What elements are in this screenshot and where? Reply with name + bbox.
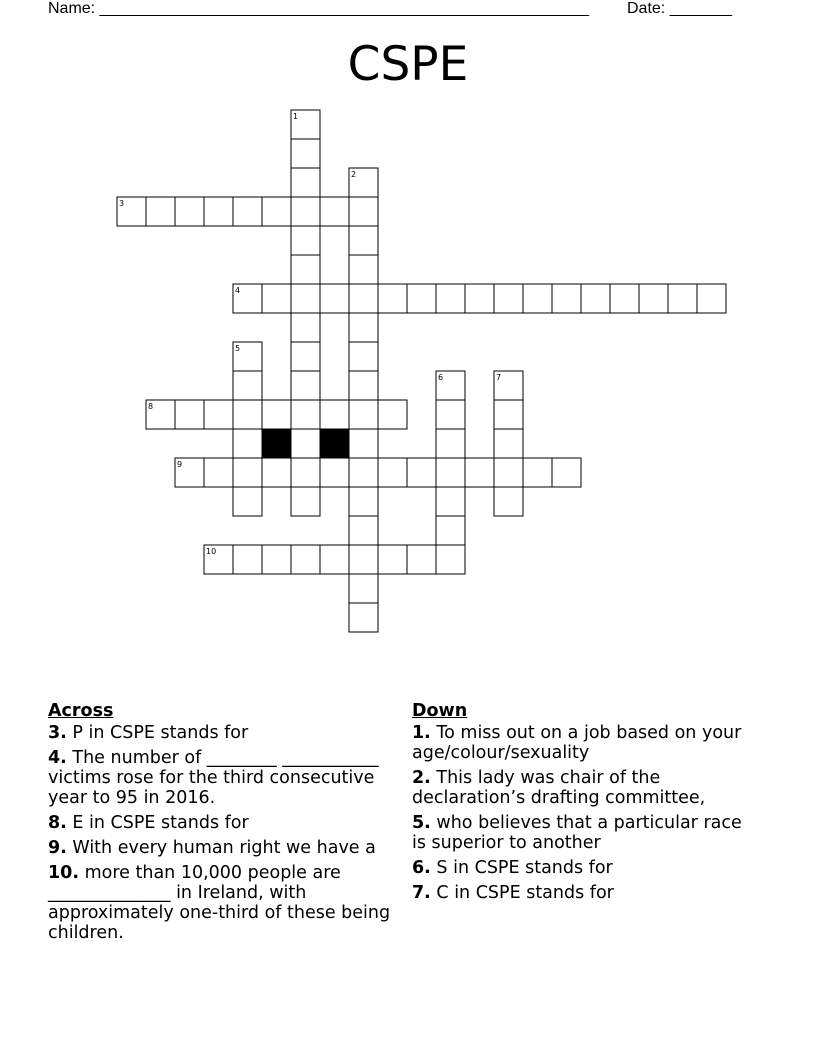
grid-cell[interactable] (146, 197, 175, 226)
grid-cell[interactable] (320, 400, 349, 429)
clue-number: 2. (412, 768, 431, 788)
grid-cell[interactable] (349, 342, 378, 371)
clue-down-7 (412, 883, 742, 903)
clue-text: The number of ________ ___________ victims rose for the third consecutive year to 95 in 2016. (48, 748, 379, 808)
grid-cell[interactable] (349, 197, 378, 226)
grid-cell[interactable] (407, 545, 436, 574)
clue-across-4 (48, 748, 408, 808)
grid-cell[interactable] (262, 458, 291, 487)
cell-number: 7 (496, 373, 502, 382)
across-heading: Across (48, 701, 114, 721)
grid-cell[interactable] (349, 545, 378, 574)
clue-down-1 (412, 723, 742, 763)
cell-number: 10 (206, 547, 217, 556)
grid-cell[interactable] (291, 284, 320, 313)
grid-cell[interactable] (291, 313, 320, 342)
grid-cell[interactable] (639, 284, 668, 313)
date-field-line[interactable]: Date: _______ (627, 0, 732, 17)
clue-across-8 (48, 813, 408, 833)
cell-number: 3 (119, 199, 125, 208)
grid-cell[interactable] (349, 255, 378, 284)
grid-cell[interactable] (436, 516, 465, 545)
clue-text: To miss out on a job based on your age/colour/sexuality (412, 723, 742, 763)
grid-cell[interactable] (378, 284, 407, 313)
grid-cell[interactable] (523, 284, 552, 313)
grid-cell[interactable] (291, 458, 320, 487)
name-field-line[interactable]: Name: _______________________________________________________ (48, 0, 589, 17)
grid-cell[interactable] (349, 284, 378, 313)
grid-cell[interactable] (291, 371, 320, 400)
grid-cell[interactable] (349, 574, 378, 603)
clue-down-2 (412, 768, 742, 808)
page-title: CSPE (347, 37, 469, 92)
grid-cell[interactable] (552, 458, 581, 487)
clue-number: 4. (48, 748, 67, 768)
cell-number: 2 (351, 170, 357, 179)
grid-cell[interactable] (552, 284, 581, 313)
grid-cell[interactable] (523, 458, 552, 487)
grid-cell[interactable] (465, 284, 494, 313)
grid-cell[interactable] (262, 284, 291, 313)
grid-cell[interactable] (349, 458, 378, 487)
grid-cell[interactable] (320, 545, 349, 574)
grid-cell[interactable] (233, 487, 262, 516)
grid-cell[interactable] (378, 458, 407, 487)
grid-cell[interactable] (262, 400, 291, 429)
grid-cell[interactable] (175, 400, 204, 429)
grid-cell[interactable] (233, 371, 262, 400)
grid-cell[interactable] (204, 400, 233, 429)
grid-cell[interactable] (291, 168, 320, 197)
grid-cell[interactable] (233, 429, 262, 458)
clue-text: S in CSPE stands for (436, 858, 613, 878)
across-clues (48, 701, 408, 948)
clue-text: E in CSPE stands for (72, 813, 249, 833)
grid-cell[interactable] (465, 458, 494, 487)
clue-across-3 (48, 723, 408, 743)
clue-text: who believes that a particular race is superior to another (412, 813, 742, 853)
grid-cell[interactable] (494, 429, 523, 458)
grid-cell[interactable] (233, 197, 262, 226)
grid-cell[interactable] (668, 284, 697, 313)
cell-number: 9 (177, 460, 183, 469)
clue-number: 5. (412, 813, 431, 833)
clue-number: 1. (412, 723, 431, 743)
clue-text: C in CSPE stands for (436, 883, 614, 903)
grid-cell[interactable] (320, 197, 349, 226)
clue-text: more than 10,000 people are ______________ in Ireland, with approximately one-third of these being children. (48, 863, 391, 943)
grid-cell[interactable] (262, 545, 291, 574)
grid-cell[interactable] (233, 545, 262, 574)
cell-number: 8 (148, 402, 154, 411)
grid-cell[interactable] (610, 284, 639, 313)
clue-down-6 (412, 858, 742, 878)
grid-cell[interactable] (436, 429, 465, 458)
grid-cell[interactable] (204, 197, 233, 226)
cell-number: 5 (235, 344, 241, 353)
grid-cell[interactable] (291, 226, 320, 255)
grid-cell[interactable] (262, 197, 291, 226)
down-clues (412, 701, 742, 908)
grid-cell[interactable] (233, 458, 262, 487)
grid-cell[interactable] (349, 487, 378, 516)
clue-number: 3. (48, 723, 67, 743)
grid-cell[interactable] (349, 603, 378, 632)
grid-cell[interactable] (291, 487, 320, 516)
grid-cell[interactable] (407, 284, 436, 313)
cell-number: 6 (438, 373, 444, 382)
grid-cell[interactable] (233, 400, 262, 429)
grid-cell[interactable] (204, 458, 233, 487)
grid-cell[interactable] (349, 400, 378, 429)
grid-cell[interactable] (436, 458, 465, 487)
grid-cell[interactable] (494, 487, 523, 516)
grid-cell[interactable] (378, 545, 407, 574)
cell-number: 1 (293, 112, 299, 121)
grid-cell[interactable] (349, 429, 378, 458)
grid-cell[interactable] (291, 342, 320, 371)
grid-cell[interactable] (291, 400, 320, 429)
grid-cell[interactable] (407, 458, 436, 487)
clue-number: 6. (412, 858, 431, 878)
grid-cell[interactable] (291, 429, 320, 458)
grid-cell[interactable] (175, 197, 204, 226)
grid-cell[interactable] (494, 458, 523, 487)
grid-cell[interactable] (436, 400, 465, 429)
grid-cell[interactable] (349, 226, 378, 255)
clue-number: 8. (48, 813, 67, 833)
cell-number: 4 (235, 286, 241, 295)
grid-block (262, 429, 291, 458)
clue-across-9 (48, 838, 408, 858)
grid-cell[interactable] (320, 458, 349, 487)
grid-cell[interactable] (436, 284, 465, 313)
grid-cell[interactable] (291, 139, 320, 168)
grid-cell[interactable] (291, 545, 320, 574)
clue-across-10 (48, 863, 408, 943)
clue-text: With every human right we have a (72, 838, 376, 858)
clue-text: This lady was chair of the declaration’s drafting committee, (412, 768, 706, 808)
grid-cell[interactable] (378, 400, 407, 429)
grid-cell[interactable] (291, 197, 320, 226)
grid-cell[interactable] (349, 313, 378, 342)
grid-cell[interactable] (320, 284, 349, 313)
down-heading: Down (412, 701, 468, 721)
clue-number: 7. (412, 883, 431, 903)
grid-cell[interactable] (494, 400, 523, 429)
clue-text: P in CSPE stands for (72, 723, 249, 743)
grid-cell[interactable] (697, 284, 726, 313)
grid-cell[interactable] (349, 516, 378, 545)
grid-block (320, 429, 349, 458)
grid-cell[interactable] (494, 284, 523, 313)
grid-cell[interactable] (436, 487, 465, 516)
clue-number: 9. (48, 838, 67, 858)
grid-cell[interactable] (581, 284, 610, 313)
grid-cell[interactable] (291, 255, 320, 284)
grid-cell[interactable] (436, 545, 465, 574)
clue-number: 10. (48, 863, 80, 883)
clue-down-5 (412, 813, 742, 853)
grid-cell[interactable] (349, 371, 378, 400)
